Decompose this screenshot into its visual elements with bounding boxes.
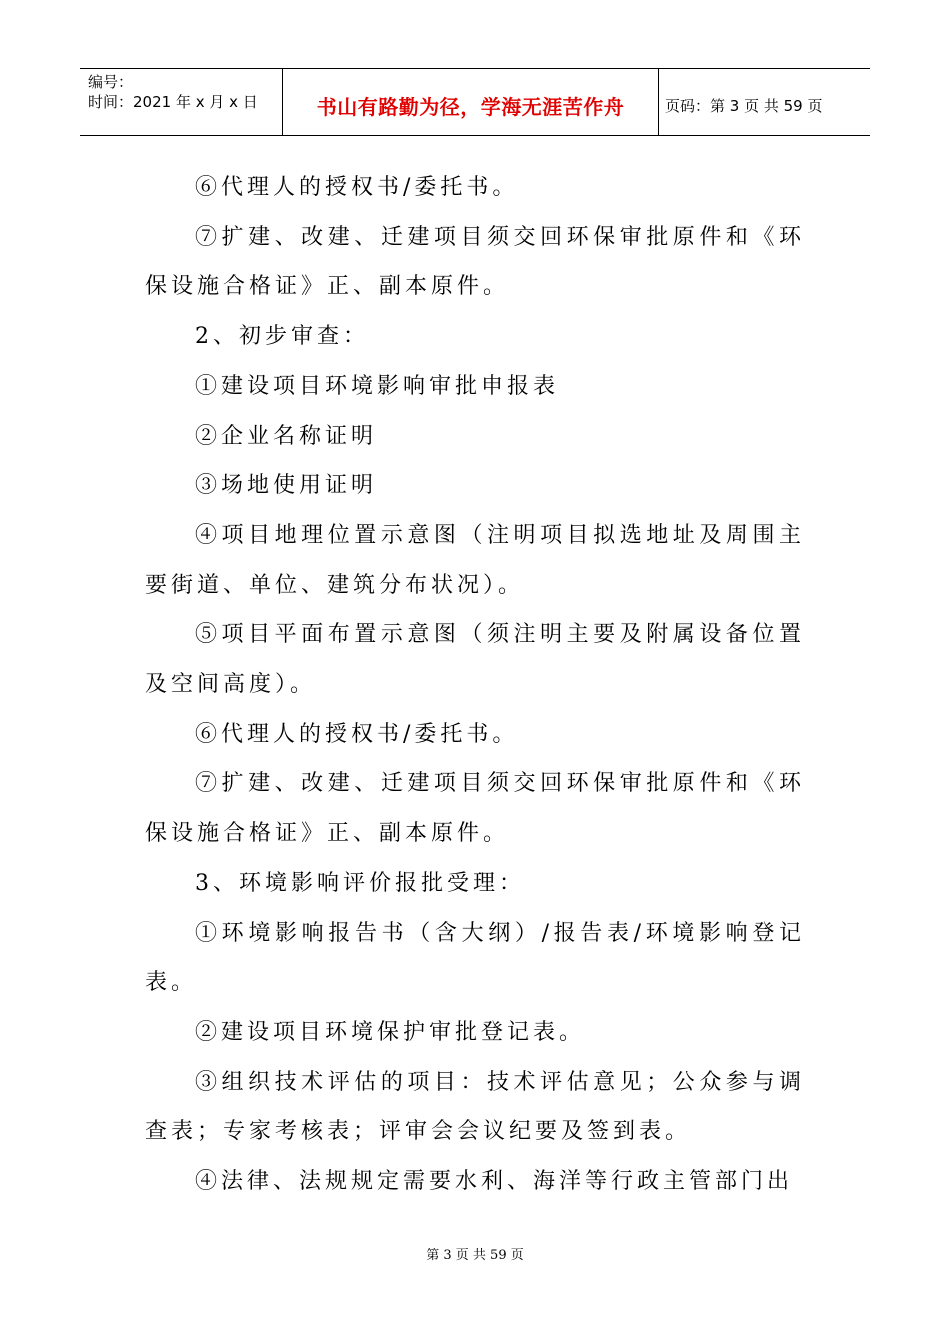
- body-paragraph: ⑥代理人的授权书/委托书。: [195, 721, 519, 747]
- document-number-label: 编号：: [88, 73, 134, 91]
- body-paragraph: ④法律、法规规定需要水利、海洋等行政主管部门出: [195, 1169, 794, 1195]
- document-time-label: 时间：2021 年 x 月 x 日: [88, 93, 258, 111]
- page-header: [80, 68, 870, 136]
- page-footer: [0, 1244, 950, 1263]
- section-heading: 2、初步审查：: [195, 324, 369, 350]
- body-paragraph: ②企业名称证明: [195, 423, 378, 449]
- body-paragraph: ④项目地理位置示意图（注明项目拟选地址及周围主要街道、单位、建筑分布状况）。: [145, 522, 805, 598]
- header-motto: 书山有路勤为径，学海无涯苦作舟: [316, 94, 625, 119]
- document-body: [145, 163, 805, 1207]
- body-paragraph: ⑦扩建、改建、迁建项目须交回环保审批原件和《环保设施合格证》正、副本原件。: [145, 771, 805, 847]
- body-paragraph: ①环境影响报告书（含大纲）/报告表/环境影响登记表。: [145, 920, 805, 996]
- body-paragraph: ②建设项目环境保护审批登记表。: [195, 1019, 586, 1045]
- body-paragraph: ①建设项目环境影响审批申报表: [195, 373, 560, 399]
- body-paragraph: ⑥代理人的授权书/委托书。: [195, 175, 519, 200]
- body-paragraph: ③组织技术评估的项目：技术评估意见；公众参与调查表；专家考核表；评审会会议纪要及签到表。: [145, 1069, 805, 1145]
- header-motto-cell: [283, 69, 659, 135]
- body-paragraph: ⑦扩建、改建、迁建项目须交回环保审批原件和《环保设施合格证》正、副本原件。: [145, 224, 805, 300]
- footer-page-number: 第 3 页 共 59 页: [426, 1248, 524, 1263]
- section-heading: 3、环境影响评价报批受理：: [195, 870, 525, 896]
- header-meta-cell: [80, 69, 283, 135]
- header-page-cell: [659, 69, 870, 135]
- body-paragraph: ③场地使用证明: [195, 473, 378, 499]
- header-page-info: 页码：第 3 页 共 59 页: [665, 96, 823, 115]
- body-paragraph: ⑤项目平面布置示意图（须注明主要及附属设备位置及空间高度）。: [145, 622, 805, 698]
